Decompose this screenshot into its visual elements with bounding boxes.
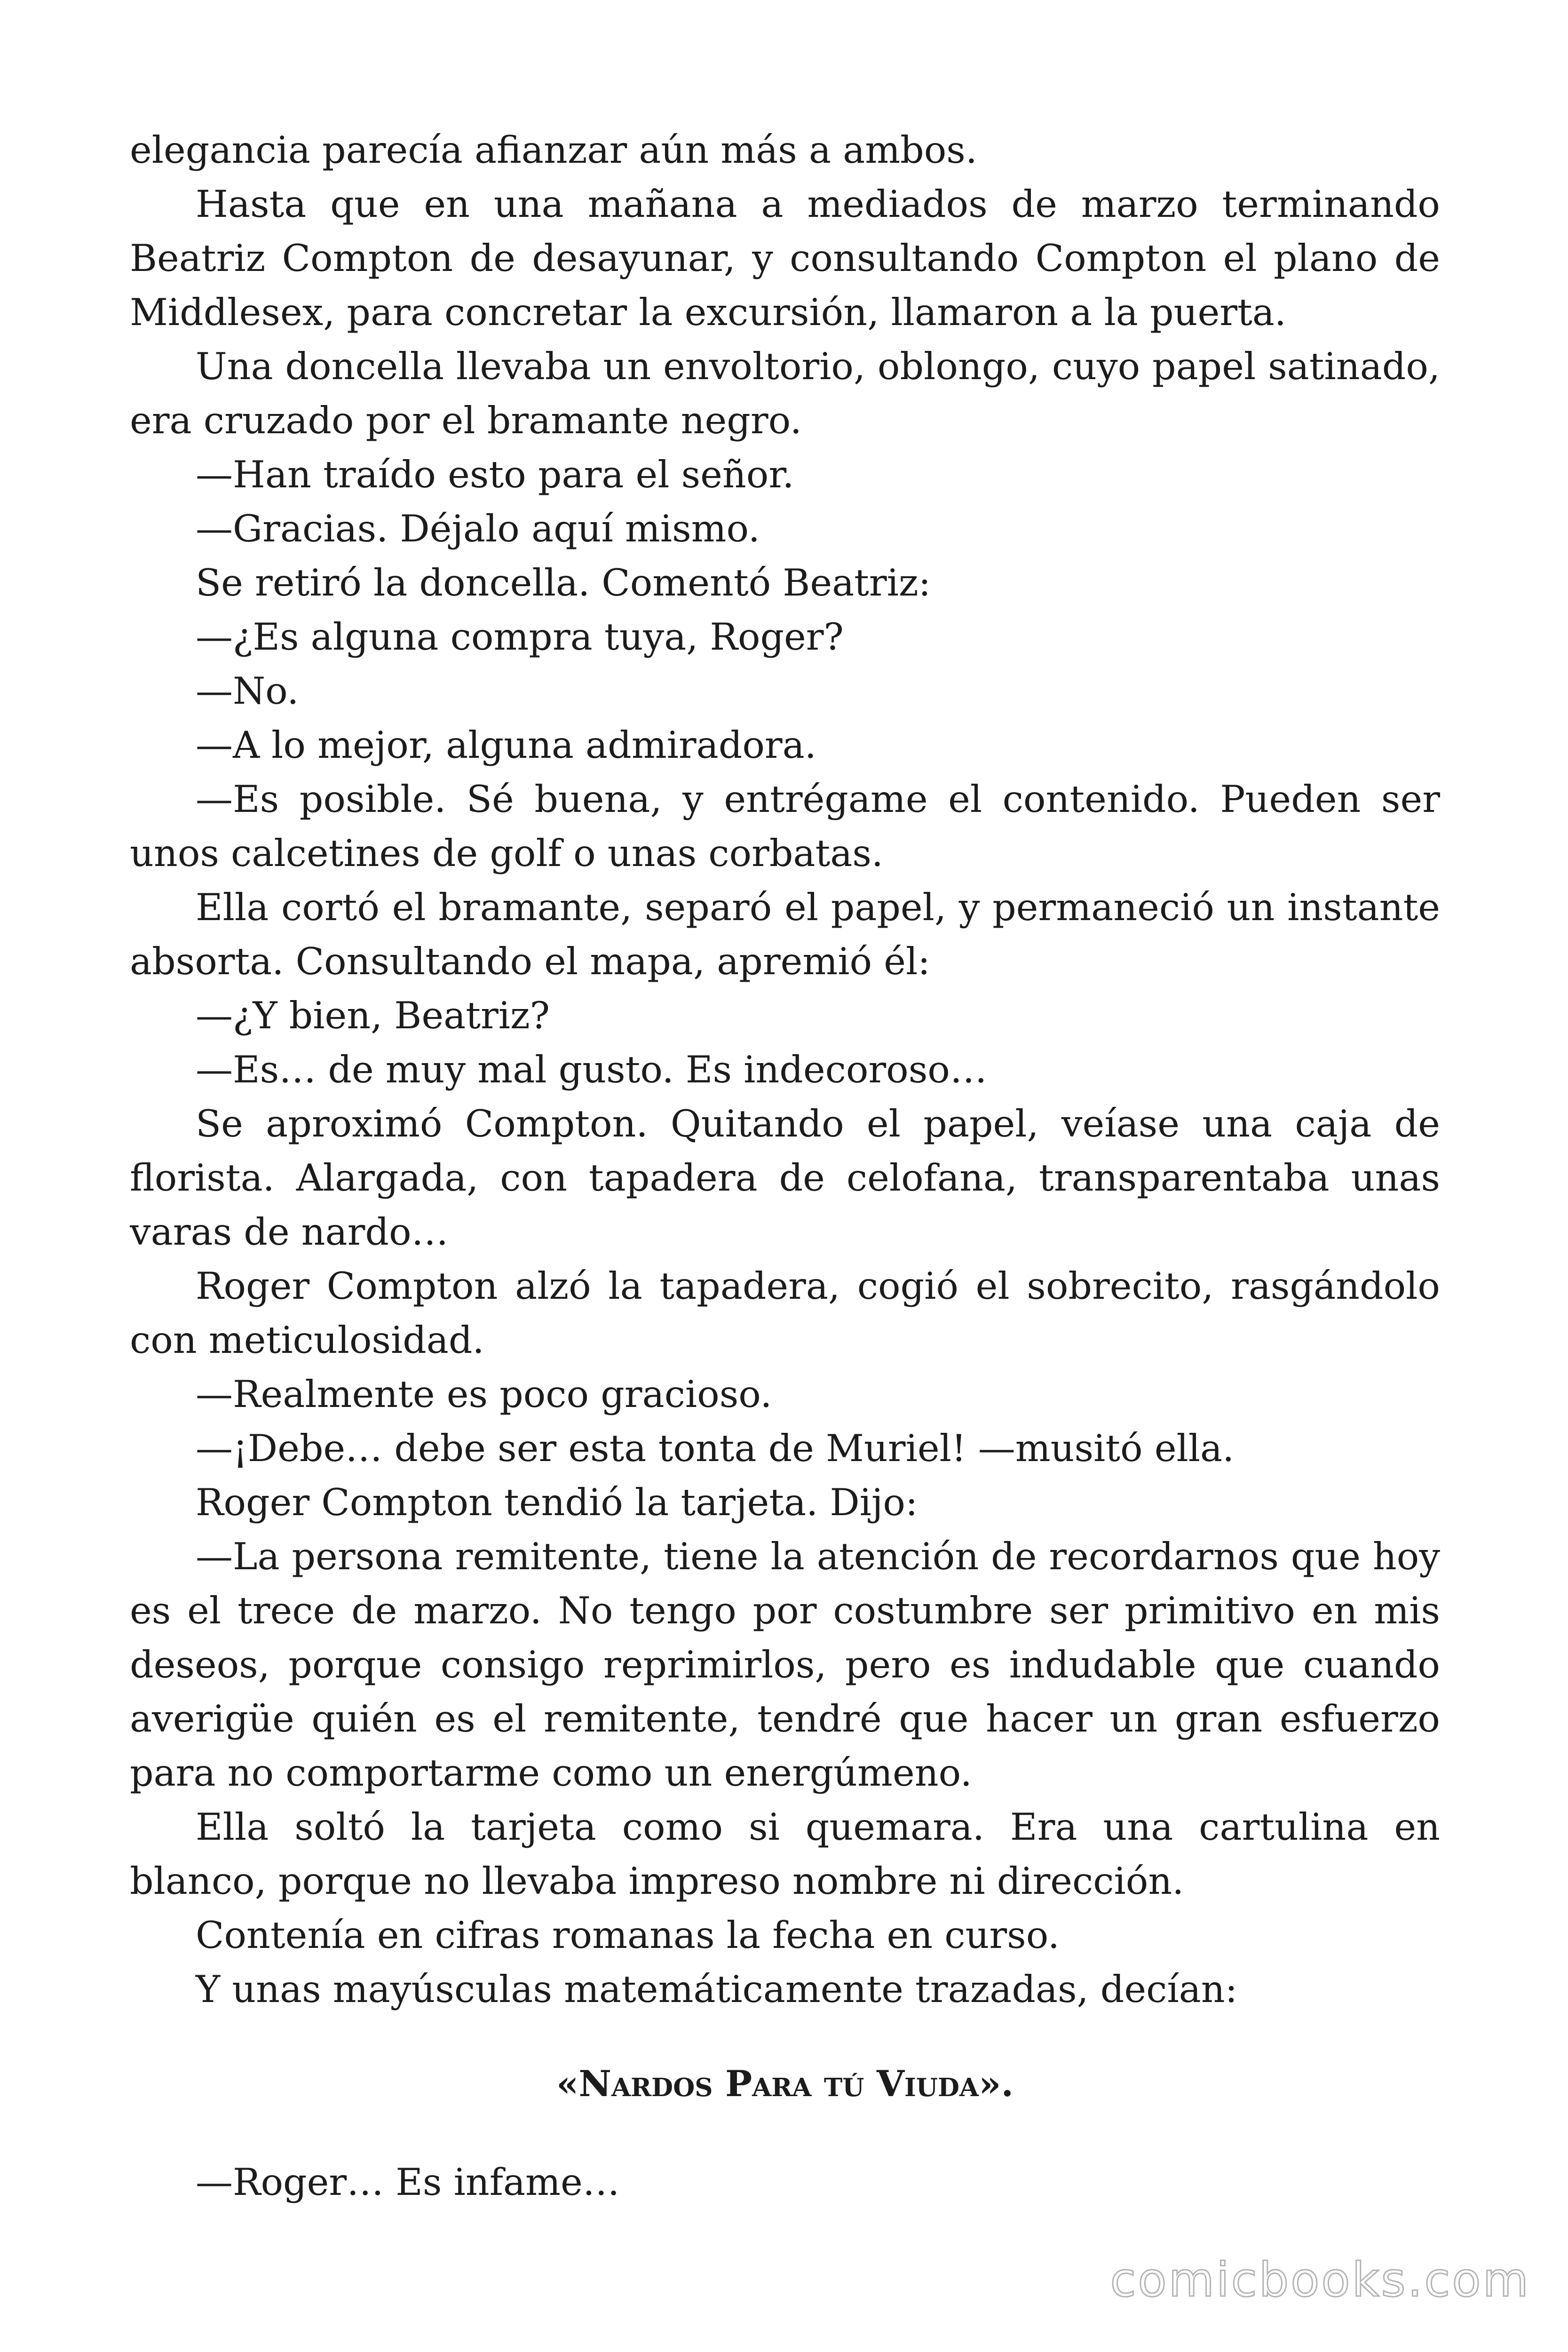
card-inscription: «Nardos Para tú Viuda».: [556, 2063, 1014, 2105]
paragraph: Hasta que en una mañana a mediados de marzo terminando Beatriz Compton de desayunar, y consultando Compton el plano de Middlesex, para concretar la excursión, llamaron a la puerta.: [130, 183, 1440, 334]
dialogue-line: —Roger… Es infame…: [196, 2161, 620, 2204]
dialogue-line: —Es posible. Sé buena, y entrégame el contenido. Pueden ser unos calcetines de golf o unas corbatas.: [130, 778, 1440, 875]
dialogue-line: —¿Es alguna compra tuya, Roger?: [196, 615, 844, 659]
dialogue-line: —¿Y bien, Beatriz?: [196, 994, 550, 1037]
dialogue-line: —Gracias. Déjalo aquí mismo.: [196, 507, 760, 550]
paragraph: Una doncella llevaba un envoltorio, oblongo, cuyo papel satinado, era cruzado por el bramante negro.: [130, 345, 1440, 442]
dialogue-line: —Realmente es poco gracioso.: [196, 1373, 772, 1416]
paragraph: Ella soltó la tarjeta como si quemara. Era una cartulina en blanco, porque no llevaba impreso nombre ni dirección.: [130, 1805, 1440, 1903]
watermark: comicbooks.com: [1110, 2252, 1530, 2307]
paragraph: Contenía en cifras romanas la fecha en curso.: [196, 1914, 1060, 1957]
dialogue-line: —Es… de muy mal gusto. Es indecoroso…: [196, 1048, 987, 1091]
dialogue-line: —La persona remitente, tiene la atención de recordarnos que hoy es el trece de marzo. No tengo por costumbre ser primitivo en mis deseos, porque consigo reprimirlos, pero es indudable que cuando averigüe quién es el remitente, tendré que hacer un gran esfuerzo para no comportarme como un energúmeno.: [130, 1535, 1440, 1795]
paragraph: Roger Compton tendió la tarjeta. Dijo:: [196, 1481, 918, 1524]
paragraph: Ella cortó el bramante, separó el papel, y permaneció un instante absorta. Consultando el mapa, apremió él:: [130, 886, 1440, 983]
paragraph: Roger Compton alzó la tapadera, cogió el sobrecito, rasgándolo con meticulosidad.: [130, 1264, 1440, 1362]
dialogue-line: —A lo mejor, alguna admiradora.: [196, 723, 816, 767]
paragraph: elegancia parecía afianzar aún más a ambos.: [130, 128, 977, 172]
paragraph: Se aproximó Compton. Quitando el papel, veíase una caja de florista. Alargada, con tapadera de celofana, transparentaba unas varas de nardo…: [130, 1102, 1440, 1254]
body-text-after: [130, 2155, 1440, 2209]
paragraph: Se retiró la doncella. Comentó Beatriz:: [196, 561, 931, 604]
dialogue-line: —¡Debe… debe ser esta tonta de Muriel! —musitó ella.: [196, 1427, 1235, 1470]
body-text-before: [130, 123, 1440, 2017]
dialogue-line: —Han traído esto para el señor.: [196, 453, 794, 496]
book-page: [130, 123, 1440, 2209]
dialogue-line: —No.: [196, 669, 299, 713]
paragraph: Y unas mayúsculas matemáticamente trazadas, decían:: [196, 1968, 1238, 2011]
